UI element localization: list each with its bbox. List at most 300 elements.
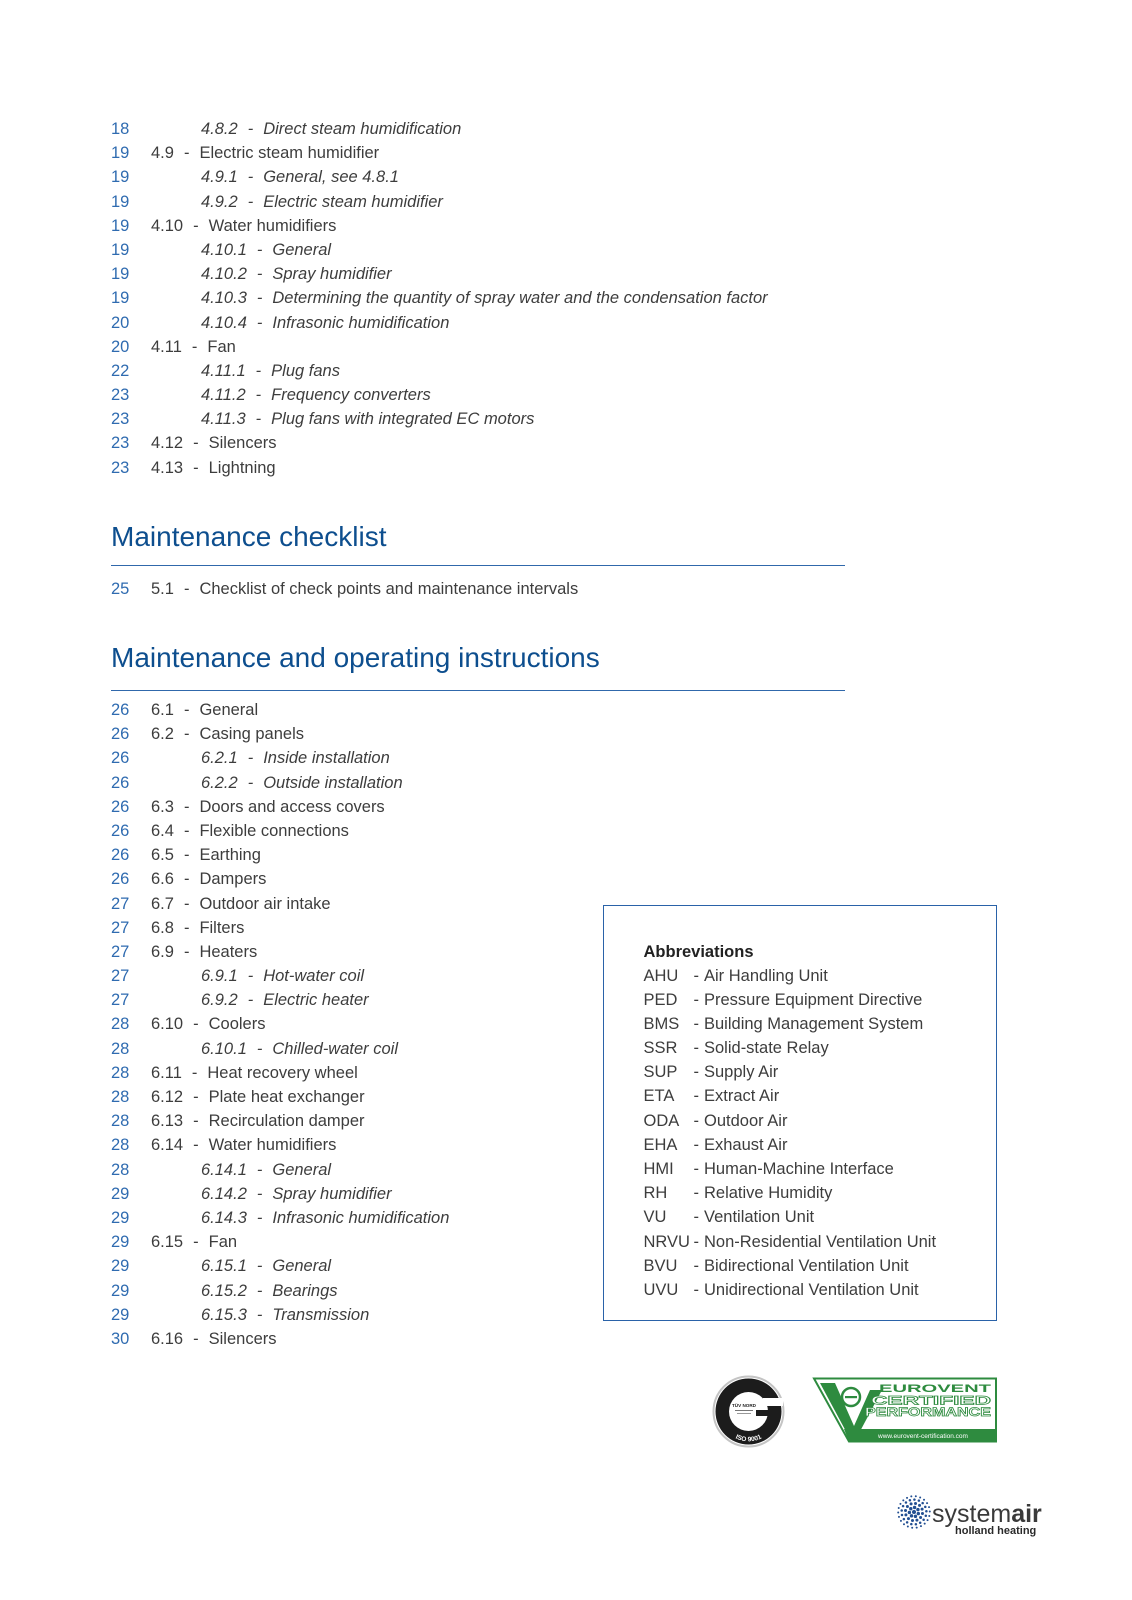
toc-section-title: Bearings <box>272 1281 338 1300</box>
toc-separator: - <box>256 1208 263 1227</box>
logo-dot <box>919 1516 922 1519</box>
toc-page-number: 26 <box>111 701 130 719</box>
abbreviation-row <box>644 1133 984 1157</box>
toc-page-number: 18 <box>111 120 130 138</box>
toc-section-number: 4.10.3 <box>201 289 247 308</box>
toc-separator: - <box>183 701 190 719</box>
toc-section-title: Fan <box>207 337 236 356</box>
logo-dot <box>908 1511 911 1514</box>
toc-section-title: Inside installation <box>263 749 390 768</box>
tuv-nord-iso-9001-logo <box>711 1374 786 1449</box>
toc-page-number: 26 <box>111 846 130 865</box>
toc-section-title: Water humidifiers <box>208 1136 337 1155</box>
logo-dot <box>914 1515 917 1518</box>
logo-eurovent-text: EUROVENT <box>879 1383 992 1395</box>
toc-section-title: Transmission <box>272 1305 370 1324</box>
toc-section-number: 4.9.1 <box>201 168 238 187</box>
toc-entry[interactable] <box>111 746 851 770</box>
toc-entry[interactable] <box>111 165 851 189</box>
abbreviation-meaning: Outdoor Air <box>704 1111 788 1130</box>
brand-name-bold: air <box>1011 1500 1042 1528</box>
toc-page-number: 29 <box>111 1233 130 1252</box>
toc-section-number: 4.11.3 <box>201 410 246 429</box>
toc-page-number: 23 <box>111 458 130 477</box>
toc-entry[interactable] <box>111 456 851 480</box>
toc-separator: - <box>256 289 263 308</box>
toc-section-title: Doors and access covers <box>199 797 385 816</box>
logo-dot <box>911 1519 914 1522</box>
logo-dot <box>897 1511 899 1513</box>
toc-separator: - <box>193 1112 199 1131</box>
toc-section-number: 4.10.2 <box>201 265 247 284</box>
toc-page-number: 29 <box>111 1281 130 1300</box>
logo-dot <box>913 1506 916 1509</box>
toc-section-title: Lightning <box>208 458 276 477</box>
toc-separator: - <box>183 144 190 163</box>
toc-page-number: 26 <box>111 870 130 889</box>
abbreviation-row <box>644 1109 984 1133</box>
toc-page-number: 27 <box>111 918 130 937</box>
toc-section-number: 4.11.1 <box>201 361 246 380</box>
toc-section-number: 6.15.1 <box>201 1257 247 1276</box>
toc-section-number: 4.10.4 <box>201 313 247 332</box>
abbreviation-code: BVU <box>643 1256 678 1275</box>
toc-entry-text <box>201 1158 331 1182</box>
toc-separator: - <box>193 1015 199 1034</box>
logo-dot <box>906 1505 909 1508</box>
toc-separator: - <box>255 361 262 380</box>
toc-entry[interactable] <box>111 819 851 843</box>
toc-section-number: 6.2 <box>151 725 174 744</box>
abbreviation-row <box>644 964 984 988</box>
toc-entry[interactable] <box>111 383 851 407</box>
abbreviation-separator: - <box>693 966 699 985</box>
logo-dot <box>915 1523 918 1526</box>
toc-section-title: General <box>272 240 332 259</box>
toc-entry-text <box>201 311 449 335</box>
toc-separator: - <box>193 1136 199 1155</box>
toc-section-title: Spray humidifier <box>272 265 392 284</box>
toc-entry-text <box>151 141 379 165</box>
toc-separator: - <box>247 773 254 792</box>
toc-section-title: Direct steam humidification <box>263 120 462 138</box>
toc-separator: - <box>191 337 198 356</box>
toc-separator: - <box>183 725 190 744</box>
toc-section-title: Electric steam humidifier <box>199 144 380 163</box>
toc-entry[interactable] <box>111 795 851 819</box>
logo-dot <box>910 1514 913 1517</box>
logo-inner-line <box>737 1413 751 1414</box>
toc-separator: - <box>247 749 254 768</box>
toc-entry-text <box>201 1279 338 1303</box>
toc-page-number: 28 <box>111 1063 130 1082</box>
logo-dot <box>924 1506 927 1509</box>
toc-page-number: 26 <box>111 749 130 768</box>
logo-dot <box>902 1505 905 1508</box>
toc-separator: - <box>183 870 190 889</box>
toc-page-number: 29 <box>111 1257 130 1276</box>
logo-dot <box>927 1519 929 1521</box>
toc-section-number: 6.11 <box>151 1063 182 1082</box>
abbreviation-separator: - <box>693 1232 699 1251</box>
abbreviation-separator: - <box>693 1087 699 1106</box>
toc-entry[interactable] <box>111 286 851 310</box>
abbreviation-code: UVU <box>643 1280 679 1299</box>
toc-page-number: 19 <box>111 240 130 259</box>
toc-page-number: 28 <box>111 1088 130 1106</box>
toc-entry-text <box>201 988 369 1012</box>
abbreviation-code: VU <box>643 1208 667 1227</box>
toc-section-number: 4.11.2 <box>201 386 246 405</box>
toc-section-title: Recirculation damper <box>208 1112 365 1131</box>
logo-dot <box>910 1523 913 1526</box>
toc-section-title: Outside installation <box>263 773 403 792</box>
abbreviation-meaning: Ventilation Unit <box>704 1208 815 1227</box>
logo-dot <box>911 1527 913 1529</box>
toc-section-number: 4.9 <box>151 144 174 163</box>
toc-page-number: 28 <box>111 1112 130 1131</box>
section-heading: Maintenance and operating instructions <box>111 642 600 673</box>
abbreviation-meaning: Non-Residential Ventilation Unit <box>704 1232 937 1251</box>
toc-section-title: Determining the quantity of spray water and the condensation factor <box>272 289 768 308</box>
toc-entry[interactable] <box>111 190 851 214</box>
toc-entry-text <box>151 819 349 843</box>
toc-entry-text <box>201 1182 392 1206</box>
logo-dot <box>921 1502 924 1505</box>
toc-section-title: Hot-water coil <box>263 967 365 986</box>
toc-page-number: 20 <box>111 337 130 356</box>
toc-entry-text <box>151 1012 265 1036</box>
eurovent-certified-performance-logo <box>811 1376 999 1444</box>
toc-separator: - <box>256 1039 263 1058</box>
toc-section-number: 6.16 <box>151 1329 184 1348</box>
toc-separator: - <box>255 410 262 429</box>
abbreviation-row <box>644 1254 984 1278</box>
toc-section-number: 6.8 <box>151 918 174 937</box>
logo-inner-line <box>735 1410 753 1411</box>
toc-section-number: 6.7 <box>151 894 174 913</box>
toc-section-number: 4.10.1 <box>201 240 247 259</box>
toc-page-number: 26 <box>111 821 130 840</box>
logo-dot <box>898 1507 900 1509</box>
toc-section-number: 6.4 <box>151 821 174 840</box>
logo-bar <box>756 1410 774 1416</box>
toc-entry-text <box>151 1133 336 1157</box>
toc-section-number: 6.5 <box>151 846 174 865</box>
toc-separator: - <box>247 192 254 211</box>
toc-section-title: Electric heater <box>263 991 369 1010</box>
toc-page-number: 27 <box>111 991 130 1010</box>
abbreviation-separator: - <box>693 1280 699 1299</box>
abbreviation-row <box>644 1084 984 1108</box>
toc-section-number: 6.13 <box>151 1112 184 1131</box>
toc-section-number: 4.10 <box>151 216 184 235</box>
section-heading: Maintenance checklist <box>111 521 387 552</box>
abbreviation-meaning: Supply Air <box>704 1063 779 1082</box>
logo-ring-text-path: ISO 9001 <box>734 1433 763 1444</box>
toc-separator: - <box>247 967 254 986</box>
toc-section-number: 6.9.2 <box>201 991 238 1010</box>
logo-dot <box>915 1495 917 1497</box>
toc-page-number: 28 <box>111 1136 130 1155</box>
toc-entry[interactable] <box>111 843 851 867</box>
toc-entry[interactable] <box>111 722 851 746</box>
toc-section-title: Plug fans with integrated EC motors <box>271 410 535 429</box>
toc-entry-text <box>151 843 261 867</box>
toc-page-number: 26 <box>111 797 130 816</box>
abbreviations-list <box>644 964 984 1303</box>
toc-section-number: 4.13 <box>151 458 184 477</box>
toc-separator: - <box>255 386 262 405</box>
toc-section-title: Outdoor air intake <box>199 894 331 913</box>
abbreviation-meaning: Bidirectional Ventilation Unit <box>704 1256 909 1275</box>
toc-section-title: Fan <box>208 1233 238 1252</box>
logo-dot <box>909 1499 912 1502</box>
toc-separator: - <box>256 1160 263 1179</box>
logo-dot <box>899 1503 901 1505</box>
toc-separator: - <box>256 1184 263 1203</box>
toc-page-number: 19 <box>111 265 130 284</box>
toc-page-number: 22 <box>111 361 130 380</box>
logo-dot <box>919 1522 922 1525</box>
toc-entry[interactable] <box>111 311 851 335</box>
toc-entry-text <box>201 165 399 189</box>
toc-section-number: 6.14.1 <box>201 1160 247 1179</box>
toc-entry[interactable] <box>111 771 851 795</box>
logo-dot <box>910 1502 913 1505</box>
toc-page-number: 27 <box>111 894 130 913</box>
toc-entry-text <box>201 746 390 770</box>
toc-section-number: 4.11 <box>151 337 182 356</box>
toc-page-number: 28 <box>111 1015 130 1034</box>
toc-section-title: General <box>272 1160 332 1179</box>
toc-entry[interactable] <box>111 214 851 238</box>
toc-entry-text <box>201 262 392 286</box>
toc-page-number: 19 <box>111 289 130 308</box>
abbreviation-row <box>644 1012 984 1036</box>
toc-section-title: General <box>272 1257 332 1276</box>
abbreviation-row <box>644 1205 984 1229</box>
toc-entry[interactable] <box>111 577 851 601</box>
systemair-dot-icon <box>897 1495 931 1528</box>
logo-dot <box>921 1508 924 1511</box>
heading-rule <box>111 690 845 692</box>
toc-separator: - <box>256 1281 263 1300</box>
toc-section-title: Silencers <box>208 434 277 453</box>
abbreviation-meaning: Solid-state Relay <box>704 1039 829 1058</box>
logo-dot <box>925 1515 928 1518</box>
logo-dot <box>904 1509 907 1512</box>
toc-section-number: 4.12 <box>151 434 184 453</box>
toc-page-number: 19 <box>111 216 130 235</box>
toc-separator: - <box>256 313 263 332</box>
logo-dot <box>913 1498 916 1501</box>
toc-entry-text <box>201 964 364 988</box>
logo-inner-text: TÜV NORD <box>732 1403 756 1408</box>
toc-separator: - <box>247 120 254 138</box>
abbreviation-code: EHA <box>643 1135 678 1154</box>
toc-page-number: 19 <box>111 168 130 187</box>
toc-section-number: 6.10 <box>151 1015 184 1034</box>
toc-page-number: 26 <box>111 773 130 792</box>
toc-separator: - <box>183 942 190 961</box>
toc-entry-text <box>151 916 244 940</box>
toc-section-title: Silencers <box>208 1329 277 1348</box>
toc-page-number: 23 <box>111 386 130 405</box>
abbreviation-row <box>644 988 984 1012</box>
toc-page-number: 30 <box>111 1329 130 1348</box>
toc-section-number: 4.9.2 <box>201 192 238 211</box>
logo-dot <box>901 1514 904 1517</box>
toc-list <box>111 117 851 480</box>
toc-entry[interactable] <box>111 117 851 141</box>
toc-section-number: 6.2.2 <box>201 773 238 792</box>
toc-entry[interactable] <box>111 141 851 165</box>
toc-separator: - <box>193 1233 199 1252</box>
toc-section-number: 6.10.1 <box>201 1039 247 1058</box>
logo-dot <box>898 1516 900 1518</box>
toc-entry-text <box>151 577 578 601</box>
logo-dot <box>914 1502 917 1505</box>
toc-entry[interactable] <box>111 407 851 431</box>
logo-dot <box>918 1504 921 1507</box>
abbreviation-separator: - <box>693 1160 699 1178</box>
logo-dot <box>921 1512 924 1515</box>
toc-section-title: General <box>199 701 259 719</box>
abbreviation-code: NRVU <box>643 1232 690 1251</box>
toc-section-number: 6.14.3 <box>201 1208 247 1227</box>
logo-dot <box>923 1499 925 1501</box>
abbreviation-meaning: Unidirectional Ventilation Unit <box>704 1280 919 1299</box>
toc-entry-text <box>151 335 236 359</box>
logo-dot <box>907 1517 910 1520</box>
toc-separator: - <box>256 1257 263 1276</box>
toc-separator: - <box>183 894 190 913</box>
toc-page-number: 29 <box>111 1184 130 1203</box>
toc-section-number: 6.14 <box>151 1136 184 1155</box>
toc-page-number: 28 <box>111 1039 130 1058</box>
logo-dot <box>900 1509 903 1512</box>
abbreviation-row <box>644 1036 984 1060</box>
toc-section-number: 6.3 <box>151 797 174 816</box>
toc-section-title: Heaters <box>199 942 258 961</box>
toc-page-number: 23 <box>111 434 130 453</box>
toc-separator: - <box>191 1063 198 1082</box>
toc-entry-text <box>201 1037 398 1061</box>
toc-section-number: 6.15.3 <box>201 1305 247 1324</box>
toc-entry[interactable] <box>111 262 851 286</box>
toc-page-number: 29 <box>111 1305 130 1324</box>
toc-entry[interactable] <box>111 1327 851 1351</box>
brand-tagline: holland heating <box>955 1525 1037 1537</box>
toc-entry-text <box>201 238 331 262</box>
toc-entry-text <box>151 1061 358 1085</box>
toc-entry[interactable] <box>111 359 851 383</box>
abbreviation-separator: - <box>693 1256 699 1275</box>
toc-entry-text <box>151 1230 237 1254</box>
abbreviation-code: BMS <box>643 1014 680 1033</box>
toc-separator: - <box>256 240 263 259</box>
toc-entry-text <box>151 795 385 819</box>
abbreviation-code: ETA <box>643 1087 675 1106</box>
toc-entry-text <box>151 1327 277 1351</box>
toc-page-number: 20 <box>111 313 130 332</box>
toc-page-number: 19 <box>111 192 130 211</box>
toc-entry[interactable] <box>111 698 851 722</box>
abbreviation-separator: - <box>693 1039 699 1058</box>
toc-separator: - <box>193 1329 199 1348</box>
toc-section-number: 6.9 <box>151 942 174 961</box>
toc-entry[interactable] <box>111 867 851 891</box>
toc-section-number: 6.1 <box>151 701 174 719</box>
abbreviation-meaning: Building Management System <box>704 1014 924 1033</box>
toc-page-number: 28 <box>111 1160 130 1179</box>
abbreviation-code: ODA <box>643 1111 680 1130</box>
toc-entry[interactable] <box>111 431 851 455</box>
logo-dot <box>902 1499 904 1501</box>
toc-section-title: Flexible connections <box>199 821 349 840</box>
abbreviation-meaning: Relative Humidity <box>704 1184 833 1203</box>
toc-separator: - <box>247 168 254 187</box>
toc-section-title: Heat recovery wheel <box>207 1063 358 1082</box>
logo-dot <box>917 1512 920 1515</box>
toc-separator: - <box>193 216 199 235</box>
toc-separator: - <box>256 265 263 284</box>
toc-section-title: Chilled-water coil <box>272 1039 399 1058</box>
toc-entry-text <box>201 286 768 310</box>
toc-page-number: 19 <box>111 144 130 163</box>
toc-section-title: Infrasonic humidification <box>272 313 450 332</box>
logo-dot <box>920 1525 922 1527</box>
brand-name-regular: system <box>932 1500 1012 1528</box>
logo-url-text: www.eurovent-certification.com <box>878 1432 968 1440</box>
toc-section-title: Coolers <box>208 1015 266 1034</box>
logo-dot <box>916 1527 918 1529</box>
toc-separator: - <box>183 580 190 598</box>
toc-separator: - <box>183 797 190 816</box>
logo-dot <box>929 1511 931 1513</box>
toc-separator: - <box>256 1305 263 1324</box>
toc-entry-text <box>201 190 443 214</box>
logo-performance-text: PERFORMANCE <box>865 1405 991 1419</box>
abbreviation-meaning: Human-Machine Interface <box>704 1160 894 1178</box>
toc-entry-text <box>201 359 340 383</box>
toc-section-title: Casing panels <box>199 725 305 744</box>
toc-page-number: 27 <box>111 942 130 961</box>
toc-section-title: General, see 4.8.1 <box>263 168 399 187</box>
toc-section-title: Earthing <box>199 846 261 865</box>
toc-entry[interactable] <box>111 335 851 359</box>
toc-entry-text <box>151 940 257 964</box>
toc-entry[interactable] <box>111 238 851 262</box>
abbreviation-separator: - <box>693 990 699 1009</box>
logo-dot <box>918 1499 921 1502</box>
toc-entry-text <box>151 456 276 480</box>
toc-separator: - <box>193 458 199 477</box>
toc-section-title: Plug fans <box>271 361 340 380</box>
abbreviation-separator: - <box>693 1111 699 1130</box>
abbreviation-meaning: Pressure Equipment Directive <box>704 990 923 1009</box>
abbreviation-separator: - <box>693 1184 699 1203</box>
toc-entry-text <box>201 117 461 141</box>
logo-dot <box>906 1497 908 1499</box>
logo-dot <box>928 1515 930 1517</box>
toc-section-title: Water humidifiers <box>208 216 337 235</box>
toc-section-number: 6.12 <box>151 1088 184 1106</box>
abbreviations-title: Abbreviations <box>643 942 754 961</box>
toc-section-title: Checklist of check points and maintenance intervals <box>199 580 579 598</box>
heading-rule <box>111 565 845 567</box>
